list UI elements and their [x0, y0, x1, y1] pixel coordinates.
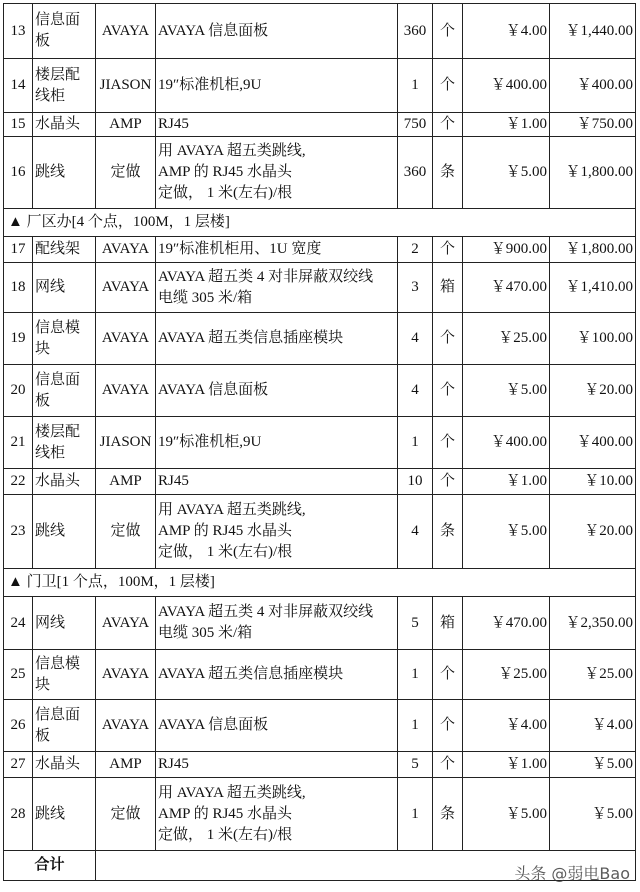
item-brand: JIASON — [96, 59, 156, 113]
item-brand: AVAYA — [96, 313, 156, 365]
item-unit: 个 — [433, 113, 463, 137]
item-number: 21 — [4, 417, 33, 469]
item-name: 水晶头 — [33, 752, 96, 778]
item-description — [156, 650, 398, 700]
item-quantity: 4 — [398, 313, 433, 365]
item-quantity: 1 — [398, 59, 433, 113]
description-line: RJ45 — [158, 116, 189, 132]
item-description — [156, 113, 398, 137]
item-unit: 个 — [433, 752, 463, 778]
item-unit-price: ￥25.00 — [463, 313, 550, 365]
item-unit: 箱 — [433, 597, 463, 650]
item-number: 26 — [4, 700, 33, 752]
item-unit-price: ￥1.00 — [463, 113, 550, 137]
description-line: AVAYA 信息面板 — [158, 717, 269, 733]
item-brand: 定做 — [96, 495, 156, 569]
item-number: 27 — [4, 752, 33, 778]
description-line: 19″标准机柜用、1U 宽度 — [158, 241, 322, 257]
section-header: ▲ 门卫[1 个点，100M，1 层楼] — [4, 569, 636, 597]
description-line: 定做， 1 米(左右)/根 — [158, 185, 293, 201]
item-description — [156, 365, 398, 417]
item-brand: 定做 — [96, 137, 156, 209]
table-row — [4, 137, 636, 209]
table-row — [4, 700, 636, 752]
item-total: ￥1,800.00 — [550, 137, 636, 209]
section-header: ▲ 厂区办[4 个点，100M，1 层楼] — [4, 209, 636, 237]
equipment-price-table — [3, 3, 636, 881]
item-number: 13 — [4, 4, 33, 59]
table-row — [4, 4, 636, 59]
description-line: 电缆 305 米/箱 — [158, 625, 253, 641]
description-line: AVAYA 信息面板 — [158, 382, 269, 398]
item-unit-price: ￥4.00 — [463, 4, 550, 59]
description-line: RJ45 — [158, 473, 189, 489]
item-description — [156, 263, 398, 313]
item-quantity: 3 — [398, 263, 433, 313]
item-unit-price: ￥5.00 — [463, 365, 550, 417]
table-row — [4, 650, 636, 700]
item-name: 配线架 — [33, 237, 96, 263]
item-quantity: 360 — [398, 4, 433, 59]
item-quantity: 4 — [398, 365, 433, 417]
item-unit-price: ￥4.00 — [463, 700, 550, 752]
item-brand: AMP — [96, 752, 156, 778]
description-line: 用 AVAYA 超五类跳线, — [158, 502, 306, 518]
item-number: 28 — [4, 778, 33, 851]
item-description — [156, 778, 398, 851]
item-name: 水晶头 — [33, 113, 96, 137]
item-description — [156, 597, 398, 650]
item-quantity: 1 — [398, 778, 433, 851]
item-description — [156, 752, 398, 778]
item-brand: AVAYA — [96, 700, 156, 752]
description-line: 定做， 1 米(左右)/根 — [158, 544, 293, 560]
item-number: 17 — [4, 237, 33, 263]
item-quantity: 1 — [398, 700, 433, 752]
item-unit: 个 — [433, 59, 463, 113]
item-brand: AVAYA — [96, 597, 156, 650]
item-unit-price: ￥25.00 — [463, 650, 550, 700]
item-quantity: 1 — [398, 417, 433, 469]
item-quantity: 360 — [398, 137, 433, 209]
description-line: AVAYA 信息面板 — [158, 22, 269, 39]
item-name: 信息面板 — [33, 4, 96, 59]
item-unit-price: ￥470.00 — [463, 597, 550, 650]
item-brand: AVAYA — [96, 4, 156, 59]
table-row — [4, 313, 636, 365]
description-line: AMP 的 RJ45 水晶头 — [158, 164, 293, 180]
item-quantity: 10 — [398, 469, 433, 495]
item-name: 网线 — [33, 263, 96, 313]
item-brand: AMP — [96, 469, 156, 495]
item-number: 25 — [4, 650, 33, 700]
item-total: ￥400.00 — [550, 59, 636, 113]
item-unit-price: ￥5.00 — [463, 778, 550, 851]
item-name: 跳线 — [33, 495, 96, 569]
item-unit: 个 — [433, 365, 463, 417]
item-unit: 条 — [433, 137, 463, 209]
description-line: AVAYA 超五类 4 对非屏蔽双绞线 — [158, 268, 374, 285]
item-unit: 个 — [433, 4, 463, 59]
item-brand: AVAYA — [96, 650, 156, 700]
description-line: AVAYA 超五类信息插座模块 — [158, 330, 344, 346]
item-description — [156, 495, 398, 569]
item-unit-price: ￥900.00 — [463, 237, 550, 263]
item-unit: 个 — [433, 650, 463, 700]
item-name: 楼层配线柜 — [33, 59, 96, 113]
item-total: ￥400.00 — [550, 417, 636, 469]
table-row — [4, 237, 636, 263]
item-description — [156, 469, 398, 495]
item-quantity: 1 — [398, 650, 433, 700]
item-total: ￥2,350.00 — [550, 597, 636, 650]
item-unit-price: ￥5.00 — [463, 495, 550, 569]
item-unit-price: ￥470.00 — [463, 263, 550, 313]
item-unit: 个 — [433, 469, 463, 495]
table-row — [4, 752, 636, 778]
item-number: 24 — [4, 597, 33, 650]
item-unit-price: ￥1.00 — [463, 469, 550, 495]
item-description — [156, 237, 398, 263]
item-quantity: 750 — [398, 113, 433, 137]
item-unit-price: ￥1.00 — [463, 752, 550, 778]
item-unit: 条 — [433, 778, 463, 851]
item-quantity: 5 — [398, 752, 433, 778]
table-row — [4, 417, 636, 469]
item-unit-price: ￥400.00 — [463, 417, 550, 469]
item-number: 14 — [4, 59, 33, 113]
item-unit: 个 — [433, 700, 463, 752]
item-brand: AVAYA — [96, 365, 156, 417]
description-line: AMP 的 RJ45 水晶头 — [158, 805, 293, 822]
item-total: ￥100.00 — [550, 313, 636, 365]
item-brand: 定做 — [96, 778, 156, 851]
description-line: 定做， 1 米(左右)/根 — [158, 826, 293, 843]
description-line: 电缆 305 米/箱 — [158, 289, 253, 306]
item-unit-price: ￥400.00 — [463, 59, 550, 113]
item-name: 跳线 — [33, 778, 96, 851]
watermark: 头条 @弱电Bao — [514, 864, 630, 883]
item-number: 23 — [4, 495, 33, 569]
item-number: 22 — [4, 469, 33, 495]
item-total: ￥1,410.00 — [550, 263, 636, 313]
description-line: 19″标准机柜,9U — [158, 77, 262, 93]
item-description — [156, 137, 398, 209]
item-number: 16 — [4, 137, 33, 209]
item-unit: 箱 — [433, 263, 463, 313]
item-quantity: 2 — [398, 237, 433, 263]
item-brand: JIASON — [96, 417, 156, 469]
description-line: 用 AVAYA 超五类跳线, — [158, 143, 306, 159]
item-description — [156, 4, 398, 59]
description-line: RJ45 — [158, 756, 189, 772]
item-total: ￥750.00 — [550, 113, 636, 137]
item-name: 信息面板 — [33, 700, 96, 752]
item-total: ￥10.00 — [550, 469, 636, 495]
table-row — [4, 113, 636, 137]
item-brand: AVAYA — [96, 237, 156, 263]
item-description — [156, 417, 398, 469]
table-row — [4, 778, 636, 851]
item-total: ￥20.00 — [550, 365, 636, 417]
item-quantity: 4 — [398, 495, 433, 569]
item-total: ￥5.00 — [550, 752, 636, 778]
item-brand: AMP — [96, 113, 156, 137]
item-name: 跳线 — [33, 137, 96, 209]
item-brand: AVAYA — [96, 263, 156, 313]
item-name: 水晶头 — [33, 469, 96, 495]
item-name: 信息模块 — [33, 650, 96, 700]
table-row — [4, 469, 636, 495]
item-unit: 个 — [433, 313, 463, 365]
item-unit: 条 — [433, 495, 463, 569]
item-number: 19 — [4, 313, 33, 365]
item-unit: 个 — [433, 237, 463, 263]
item-name: 楼层配线柜 — [33, 417, 96, 469]
item-name: 网线 — [33, 597, 96, 650]
table-row — [4, 263, 636, 313]
item-total: ￥1,800.00 — [550, 237, 636, 263]
item-description — [156, 59, 398, 113]
item-description — [156, 700, 398, 752]
description-line: AVAYA 超五类信息插座模块 — [158, 666, 344, 682]
table-row — [4, 597, 636, 650]
description-line: AVAYA 超五类 4 对非屏蔽双绞线 — [158, 604, 374, 620]
item-name: 信息模块 — [33, 313, 96, 365]
description-line: 用 AVAYA 超五类跳线, — [158, 784, 306, 801]
item-description — [156, 313, 398, 365]
item-number: 20 — [4, 365, 33, 417]
item-number: 18 — [4, 263, 33, 313]
table-row — [4, 495, 636, 569]
item-total: ￥20.00 — [550, 495, 636, 569]
table-row — [4, 365, 636, 417]
item-unit-price: ￥5.00 — [463, 137, 550, 209]
total-label: 合计 — [4, 851, 96, 881]
description-line: 19″标准机柜,9U — [158, 434, 262, 450]
description-line: AMP 的 RJ45 水晶头 — [158, 523, 293, 539]
table-row — [4, 59, 636, 113]
item-total: ￥4.00 — [550, 700, 636, 752]
item-total: ￥25.00 — [550, 650, 636, 700]
item-name: 信息面板 — [33, 365, 96, 417]
item-unit: 个 — [433, 417, 463, 469]
item-total: ￥1,440.00 — [550, 4, 636, 59]
item-total: ￥5.00 — [550, 778, 636, 851]
item-quantity: 5 — [398, 597, 433, 650]
item-number: 15 — [4, 113, 33, 137]
